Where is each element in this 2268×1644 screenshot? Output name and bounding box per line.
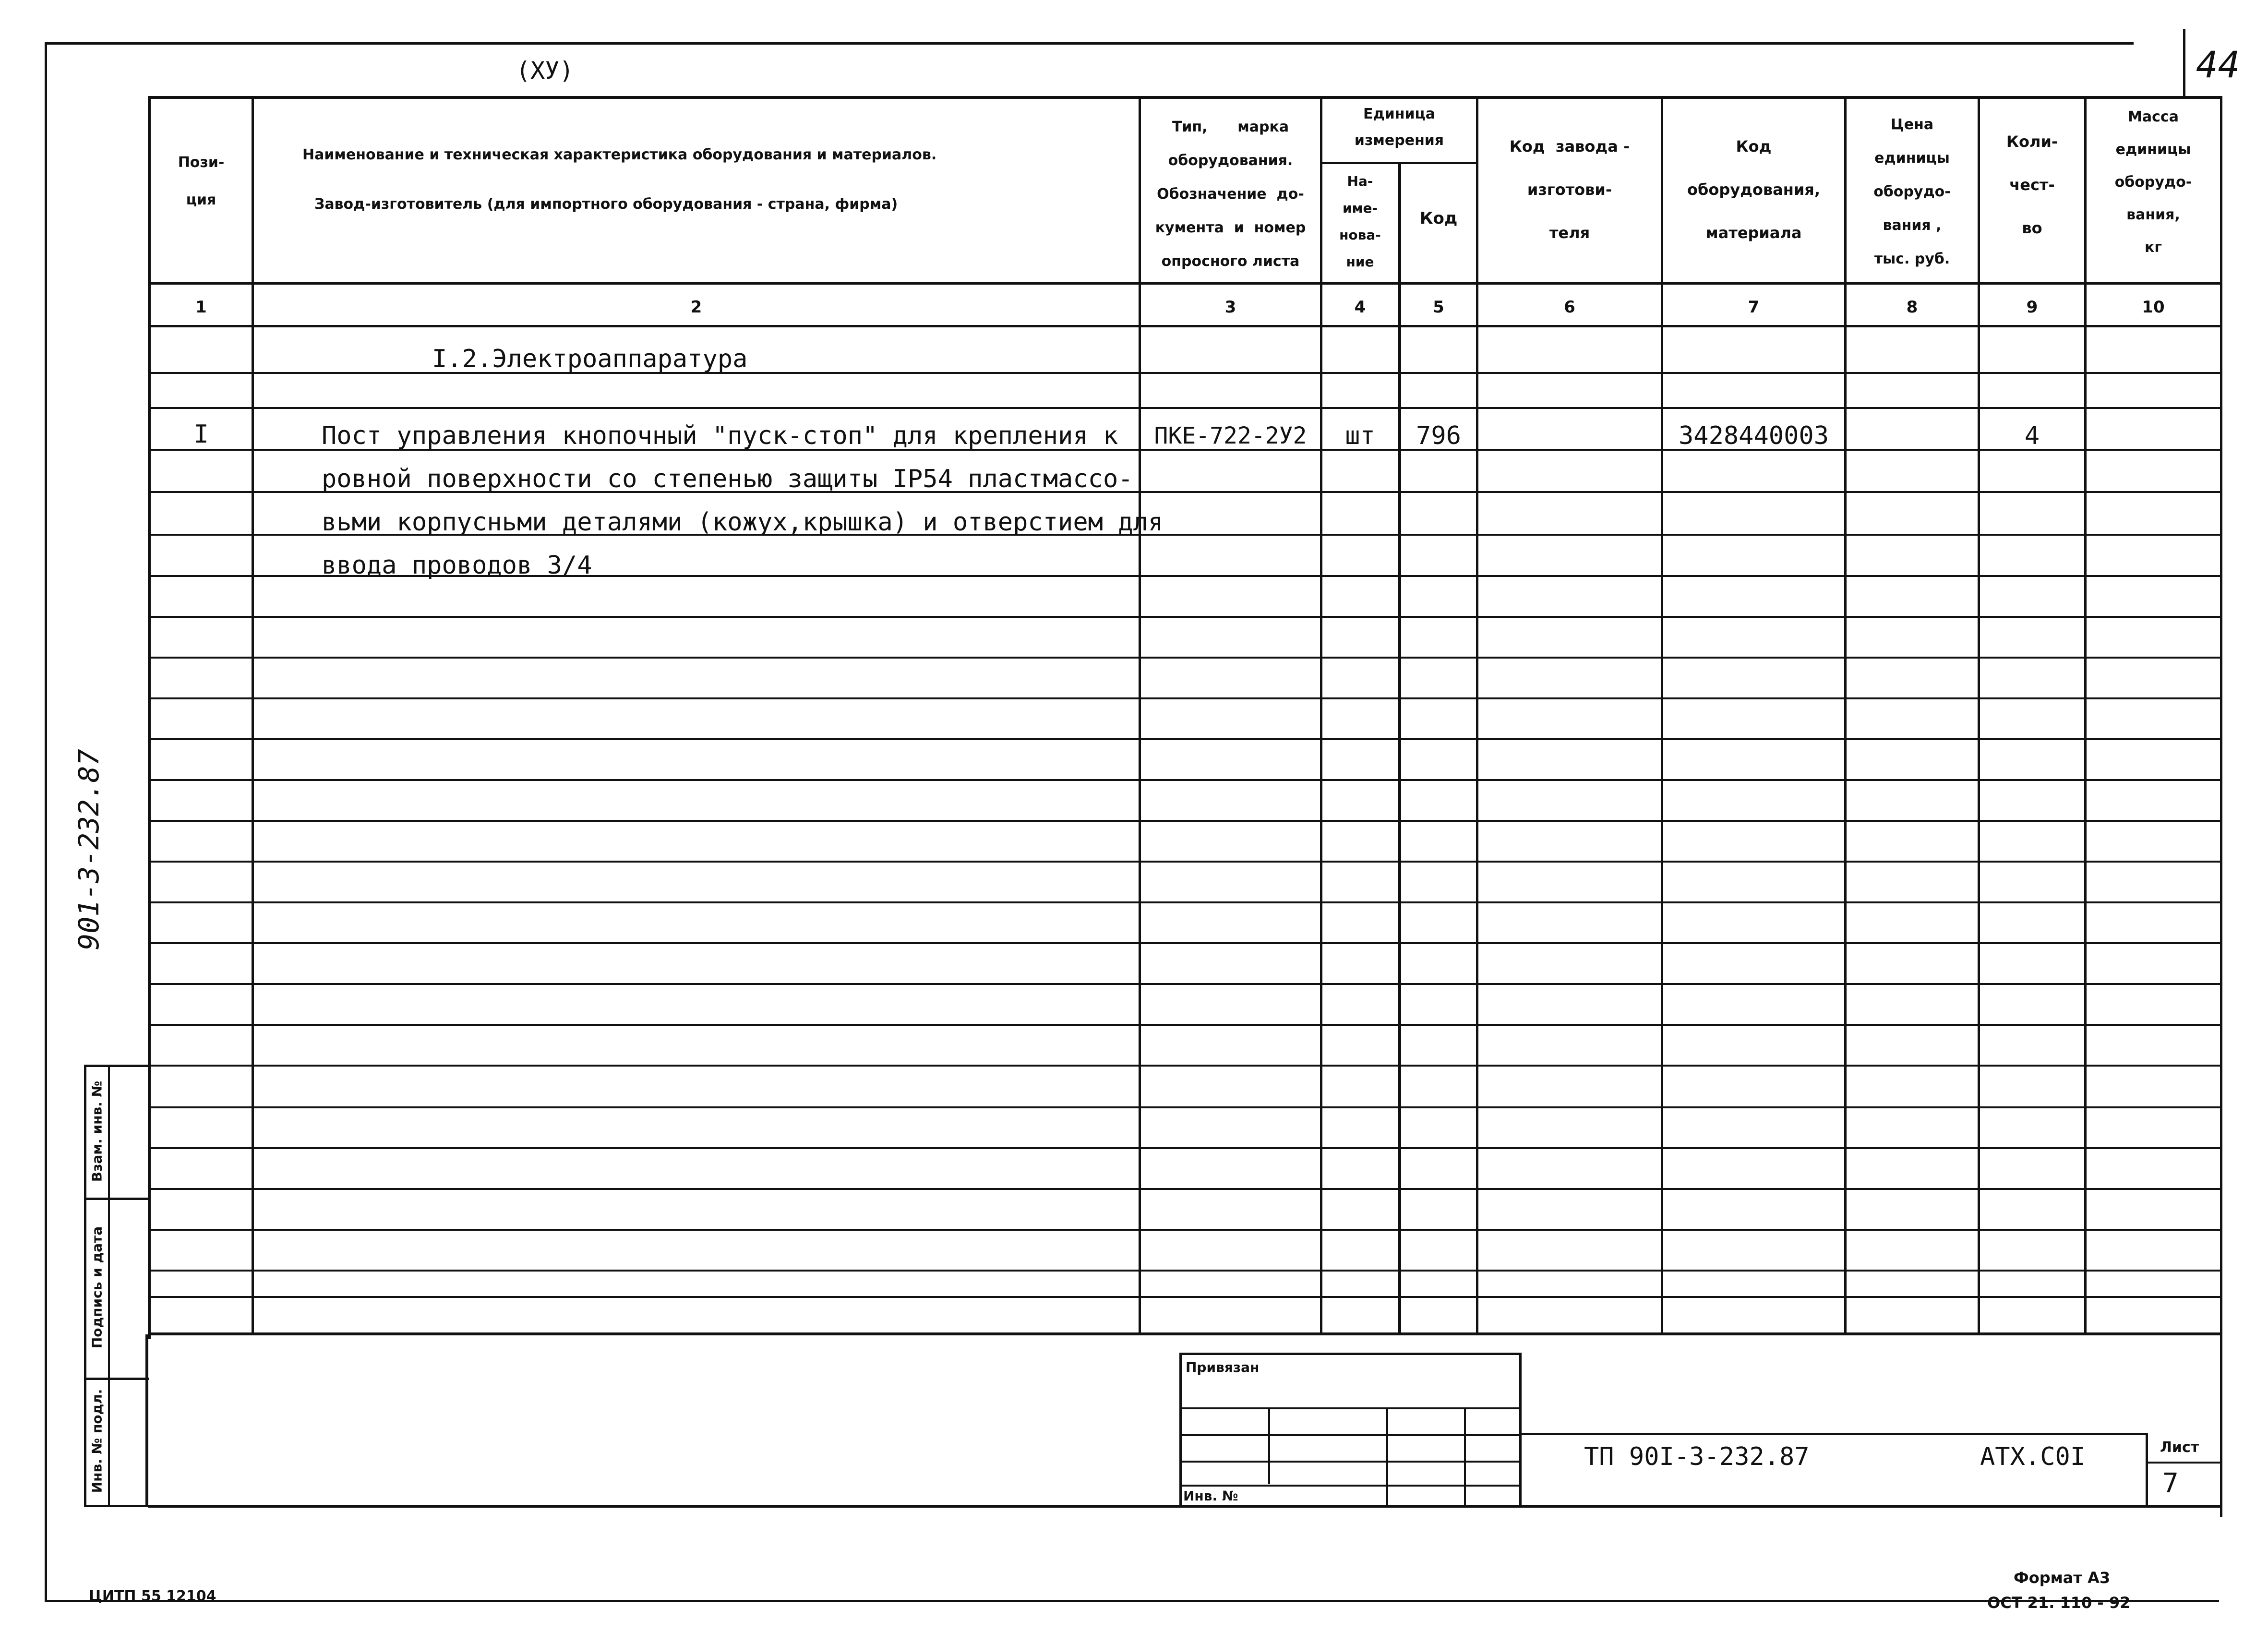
table-body-bottom	[148, 1332, 2222, 1335]
header-unit-code: Код	[1419, 209, 1458, 228]
header-factory-code: Код завода - изготови- теля	[1509, 137, 1630, 242]
doc-mark: АТХ.С0I	[1980, 1442, 2086, 1471]
item-line-3: вьми корпусньми деталями (кожух,крышка) и отверстием для	[322, 508, 1164, 537]
header-price: Цена единицы оборудо- вания , тыс. руб.	[1873, 116, 1951, 267]
row-line	[148, 738, 2222, 740]
row-line	[148, 1229, 2222, 1231]
col-num-4: 4	[1354, 298, 1366, 317]
item-type: ПКЕ-722-2У2	[1154, 422, 1307, 449]
side-code: 901-3-232.87	[72, 749, 105, 950]
col-num-2: 2	[690, 298, 702, 317]
item-unit-code: 796	[1416, 421, 1461, 450]
row-line	[148, 1188, 2222, 1190]
outer-frame-top	[46, 42, 2134, 45]
privyazan-v2	[1386, 1407, 1388, 1506]
sheet-box-left	[2146, 1433, 2148, 1506]
privyazan-left	[1179, 1354, 1182, 1506]
privyazan-row2	[1179, 1434, 1522, 1436]
row-line	[148, 942, 2222, 944]
side-stamp-div1	[84, 1198, 149, 1200]
item-line-1: Пост управления кнопочный "пуск-стоп" для крепления к	[322, 421, 1118, 450]
header-unit-group: Единица измерения	[1354, 106, 1444, 149]
footer-left: ЦИТП 55 12104	[89, 1588, 216, 1605]
privyazan-label: Привязан	[1186, 1359, 1260, 1375]
top-label: (ХУ)	[516, 57, 574, 84]
row-line	[148, 657, 2222, 659]
row-line	[148, 616, 2222, 618]
col-num-1: 1	[195, 298, 207, 317]
header-position: Пози- ция	[178, 154, 225, 208]
row-line	[148, 779, 2222, 781]
inv-no-label: Инв. №	[1183, 1488, 1238, 1504]
col-line-4	[1398, 162, 1401, 1334]
outer-frame-bottom	[45, 1600, 2219, 1602]
header-mass: Масса единицы оборудо- вания, кг	[2114, 108, 2192, 256]
col-line-10	[2220, 96, 2222, 1517]
section-title: I.2.Электроаппаратура	[432, 345, 748, 373]
privyazan-right	[1519, 1354, 1522, 1506]
item-position: I	[193, 420, 209, 449]
item-quantity: 4	[2024, 421, 2040, 450]
col-num-10: 10	[2142, 298, 2165, 317]
col-num-7: 7	[1748, 298, 1760, 317]
sheet-mark: 44	[2196, 43, 2240, 86]
row-line	[148, 1106, 2222, 1108]
row-line	[148, 697, 2222, 699]
outer-frame-right-top	[2183, 29, 2185, 96]
col-line-0	[148, 96, 151, 1339]
row-line	[148, 820, 2222, 822]
side-stamp-top	[84, 1065, 149, 1067]
side-label-inv: Инв. № подл.	[89, 1389, 105, 1493]
col-num-6: 6	[1564, 298, 1575, 317]
header-quantity: Коли- чест- во	[2006, 132, 2058, 237]
table-top-border	[149, 96, 2222, 99]
item-equipment-code: 3428440003	[1678, 421, 1829, 450]
stamp-bottom-line	[148, 1505, 2222, 1508]
side-stamp-div2	[84, 1378, 149, 1380]
row-line	[148, 901, 2222, 903]
privyazan-v1	[1268, 1407, 1270, 1484]
privyazan-v3	[1464, 1407, 1466, 1506]
row-line	[148, 1270, 2222, 1272]
footer-format: Формат А3	[2014, 1569, 2111, 1587]
side-stamp-mid	[108, 1066, 110, 1507]
item-unit-name: шт	[1345, 421, 1375, 450]
item-line-2: ровной поверхности со степенью защиты IP54 пластмассо-	[322, 465, 1133, 493]
side-stamp-left	[84, 1066, 86, 1507]
header-type: Тип, марка оборудования. Обозначение до- кумента и номер опросного листа	[1155, 119, 1306, 270]
title-block-top	[1522, 1433, 2147, 1435]
doc-code: ТП 90I-3-232.87	[1584, 1442, 1810, 1471]
row-line	[148, 407, 2222, 409]
privyazan-top	[1179, 1353, 1522, 1355]
row-line	[148, 1296, 2222, 1298]
header-equipment-code: Код оборудования, материала	[1687, 137, 1820, 242]
privyazan-row4	[1179, 1485, 1522, 1487]
header-name-line2: Завод-изготовитель (для импортного оборудования - страна, фирма)	[314, 196, 898, 213]
side-label-vzam: Взам. инв. №	[89, 1080, 105, 1182]
outer-frame-left	[45, 42, 47, 1602]
col-num-5: 5	[1433, 298, 1444, 317]
col-num-3: 3	[1224, 298, 1236, 317]
row-line	[148, 1065, 2222, 1067]
header-name-line1: Наименование и техническая характеристика оборудования и материалов.	[302, 146, 937, 163]
privyazan-row3	[1179, 1461, 1522, 1463]
col-num-9: 9	[2026, 298, 2038, 317]
sheet-number: 7	[2162, 1468, 2179, 1499]
footer-standard: ОСТ 21. 110 - 92	[1987, 1594, 2131, 1612]
side-label-podpis: Подпись и дата	[89, 1226, 105, 1349]
row-line	[148, 1147, 2222, 1149]
privyazan-row1	[1179, 1407, 1522, 1409]
row-line	[148, 983, 2222, 985]
sheet-box-div	[2146, 1462, 2222, 1464]
col-num-8: 8	[1906, 298, 1918, 317]
item-line-4: ввода проводов 3/4	[322, 551, 592, 580]
row-line	[148, 1024, 2222, 1026]
stamp-left-line	[145, 1334, 148, 1507]
sheet-label: Лист	[2160, 1439, 2199, 1456]
row-line	[148, 861, 2222, 863]
side-stamp-bottom	[84, 1505, 149, 1507]
header-unit-name: На- име- нова- ние	[1339, 173, 1381, 270]
